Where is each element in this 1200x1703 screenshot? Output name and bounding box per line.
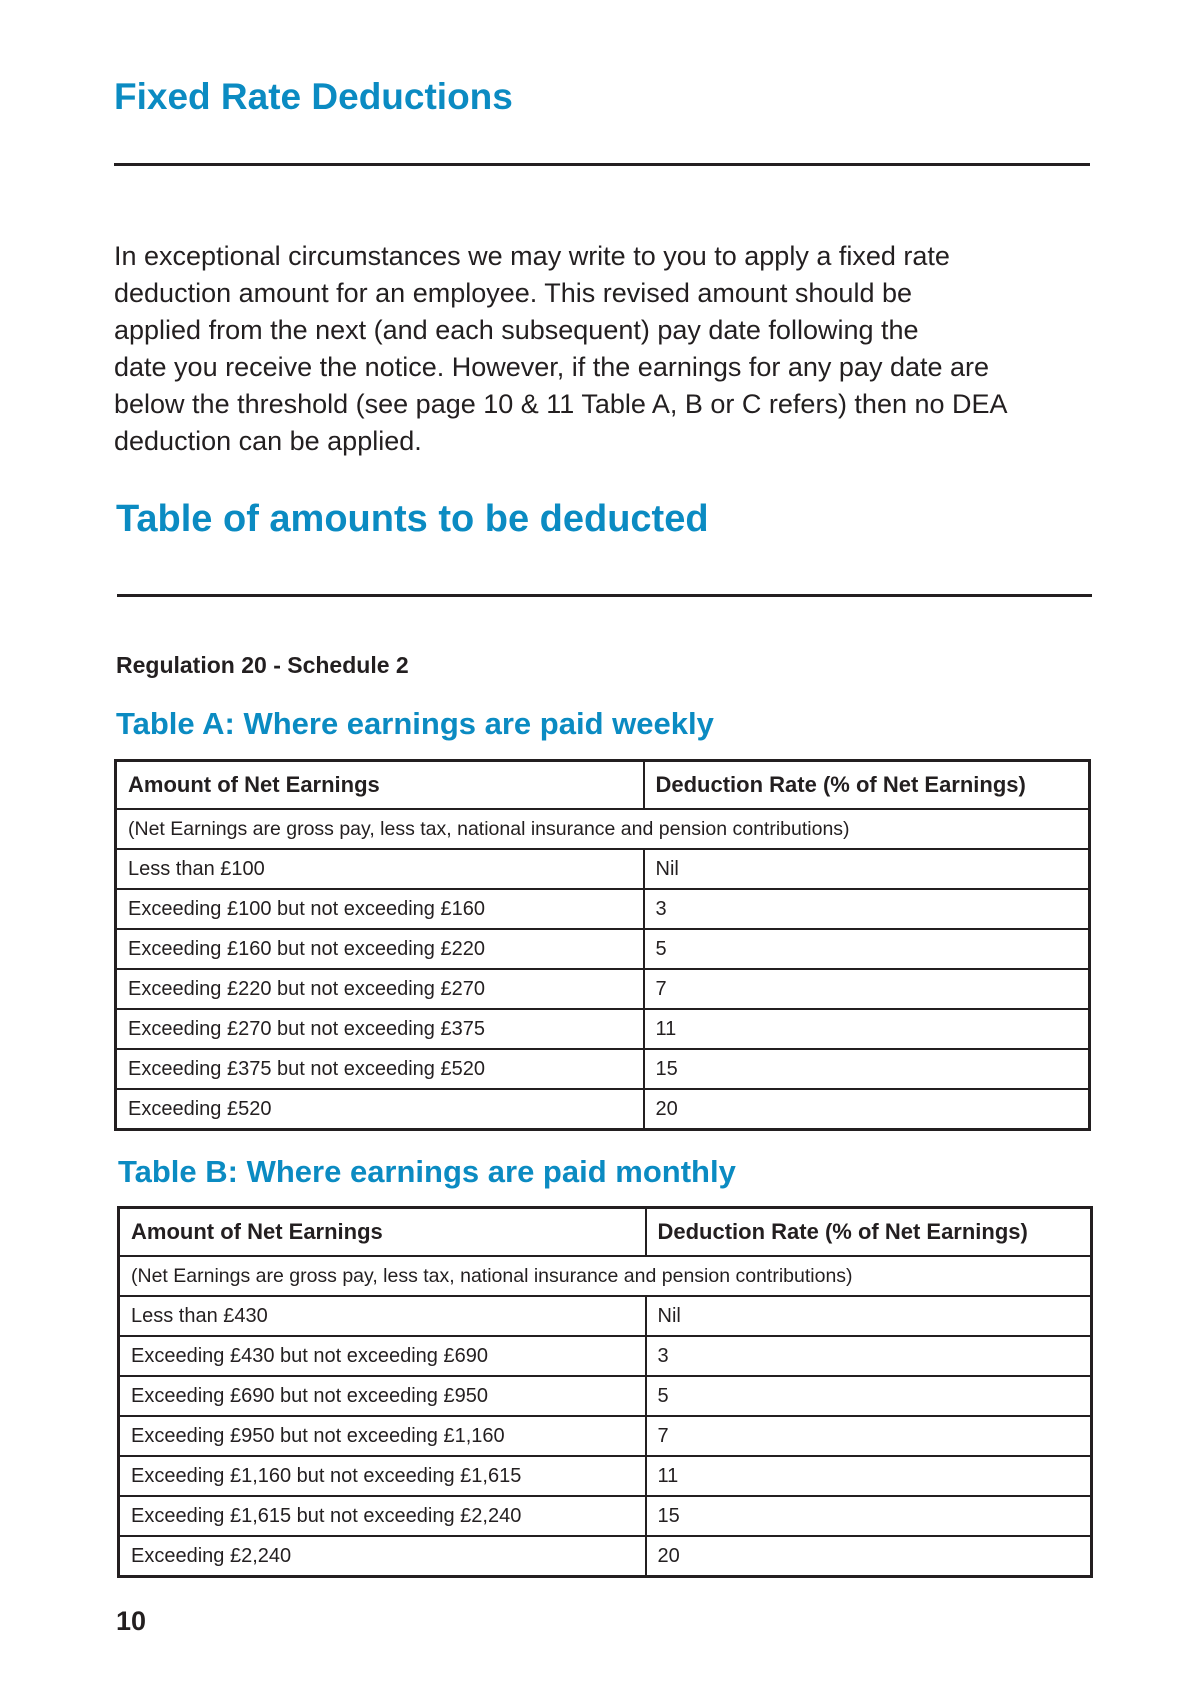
- earnings-cell: Less than £100: [116, 849, 644, 889]
- table-note: (Net Earnings are gross pay, less tax, national insurance and pension contributions): [116, 809, 1090, 849]
- rate-cell: 3: [646, 1336, 1092, 1376]
- earnings-cell: Exceeding £520: [116, 1089, 644, 1130]
- rate-cell: 20: [644, 1089, 1090, 1130]
- rate-cell: 11: [646, 1456, 1092, 1496]
- rate-cell: 15: [644, 1049, 1090, 1089]
- table-b-heading: Table B: Where earnings are paid monthly: [118, 1154, 736, 1189]
- column-header: Deduction Rate (% of Net Earnings): [646, 1208, 1092, 1257]
- page-number: 10: [116, 1606, 147, 1636]
- column-header: Amount of Net Earnings: [119, 1208, 646, 1257]
- rate-cell: 20: [646, 1536, 1092, 1577]
- table-row: [119, 1416, 1092, 1456]
- earnings-cell: Exceeding £100 but not exceeding £160: [116, 889, 644, 929]
- table-row: [116, 849, 1090, 889]
- table-note-row: [119, 1256, 1092, 1296]
- table-note-row: [116, 809, 1090, 849]
- table-row: [119, 1336, 1092, 1376]
- intro-line: deduction amount for an employee. This revised amount should be: [114, 278, 912, 308]
- rate-cell: 7: [646, 1416, 1092, 1456]
- divider: [117, 594, 1092, 597]
- earnings-cell: Exceeding £690 but not exceeding £950: [119, 1376, 646, 1416]
- earnings-cell: Exceeding £2,240: [119, 1536, 646, 1577]
- section-heading: Table of amounts to be deducted: [116, 498, 709, 540]
- earnings-cell: Exceeding £220 but not exceeding £270: [116, 969, 644, 1009]
- rate-cell: 15: [646, 1496, 1092, 1536]
- table-row: [119, 1296, 1092, 1336]
- table-b: [117, 1206, 1093, 1578]
- table-row: [116, 969, 1090, 1009]
- intro-line: deduction can be applied.: [114, 426, 422, 456]
- table-row: [119, 1496, 1092, 1536]
- earnings-cell: Less than £430: [119, 1296, 646, 1336]
- rate-cell: 3: [644, 889, 1090, 929]
- earnings-cell: Exceeding £430 but not exceeding £690: [119, 1336, 646, 1376]
- table-row: [116, 1009, 1090, 1049]
- earnings-cell: Exceeding £375 but not exceeding £520: [116, 1049, 644, 1089]
- intro-paragraph: [114, 238, 1008, 460]
- rate-cell: 5: [646, 1376, 1092, 1416]
- earnings-cell: Exceeding £950 but not exceeding £1,160: [119, 1416, 646, 1456]
- intro-line: In exceptional circumstances we may write to you to apply a fixed rate: [114, 241, 950, 271]
- table-row: [116, 889, 1090, 929]
- table-row: [119, 1376, 1092, 1416]
- rate-cell: 5: [644, 929, 1090, 969]
- divider: [114, 163, 1090, 166]
- earnings-cell: Exceeding £1,615 but not exceeding £2,240: [119, 1496, 646, 1536]
- table-note: (Net Earnings are gross pay, less tax, national insurance and pension contributions): [119, 1256, 1092, 1296]
- earnings-cell: Exceeding £1,160 but not exceeding £1,615: [119, 1456, 646, 1496]
- table-row: [116, 1049, 1090, 1089]
- table-row: [116, 929, 1090, 969]
- table-a-heading: Table A: Where earnings are paid weekly: [116, 706, 714, 741]
- rate-cell: 11: [644, 1009, 1090, 1049]
- regulation-label: Regulation 20 - Schedule 2: [116, 652, 409, 678]
- table-header-row: [116, 761, 1090, 810]
- table-row: [119, 1536, 1092, 1577]
- rate-cell: Nil: [644, 849, 1090, 889]
- intro-line: applied from the next (and each subsequent) pay date following the: [114, 315, 919, 345]
- table-row: [116, 1089, 1090, 1130]
- earnings-cell: Exceeding £270 but not exceeding £375: [116, 1009, 644, 1049]
- rate-cell: Nil: [646, 1296, 1092, 1336]
- intro-line: below the threshold (see page 10 & 11 Table A, B or C refers) then no DEA: [114, 389, 1008, 419]
- column-header: Amount of Net Earnings: [116, 761, 644, 810]
- table-row: [119, 1456, 1092, 1496]
- column-header: Deduction Rate (% of Net Earnings): [644, 761, 1090, 810]
- table-header-row: [119, 1208, 1092, 1257]
- page-title: Fixed Rate Deductions: [114, 76, 513, 117]
- rate-cell: 7: [644, 969, 1090, 1009]
- earnings-cell: Exceeding £160 but not exceeding £220: [116, 929, 644, 969]
- intro-line: date you receive the notice. However, if the earnings for any pay date are: [114, 352, 990, 382]
- table-a: [114, 759, 1091, 1131]
